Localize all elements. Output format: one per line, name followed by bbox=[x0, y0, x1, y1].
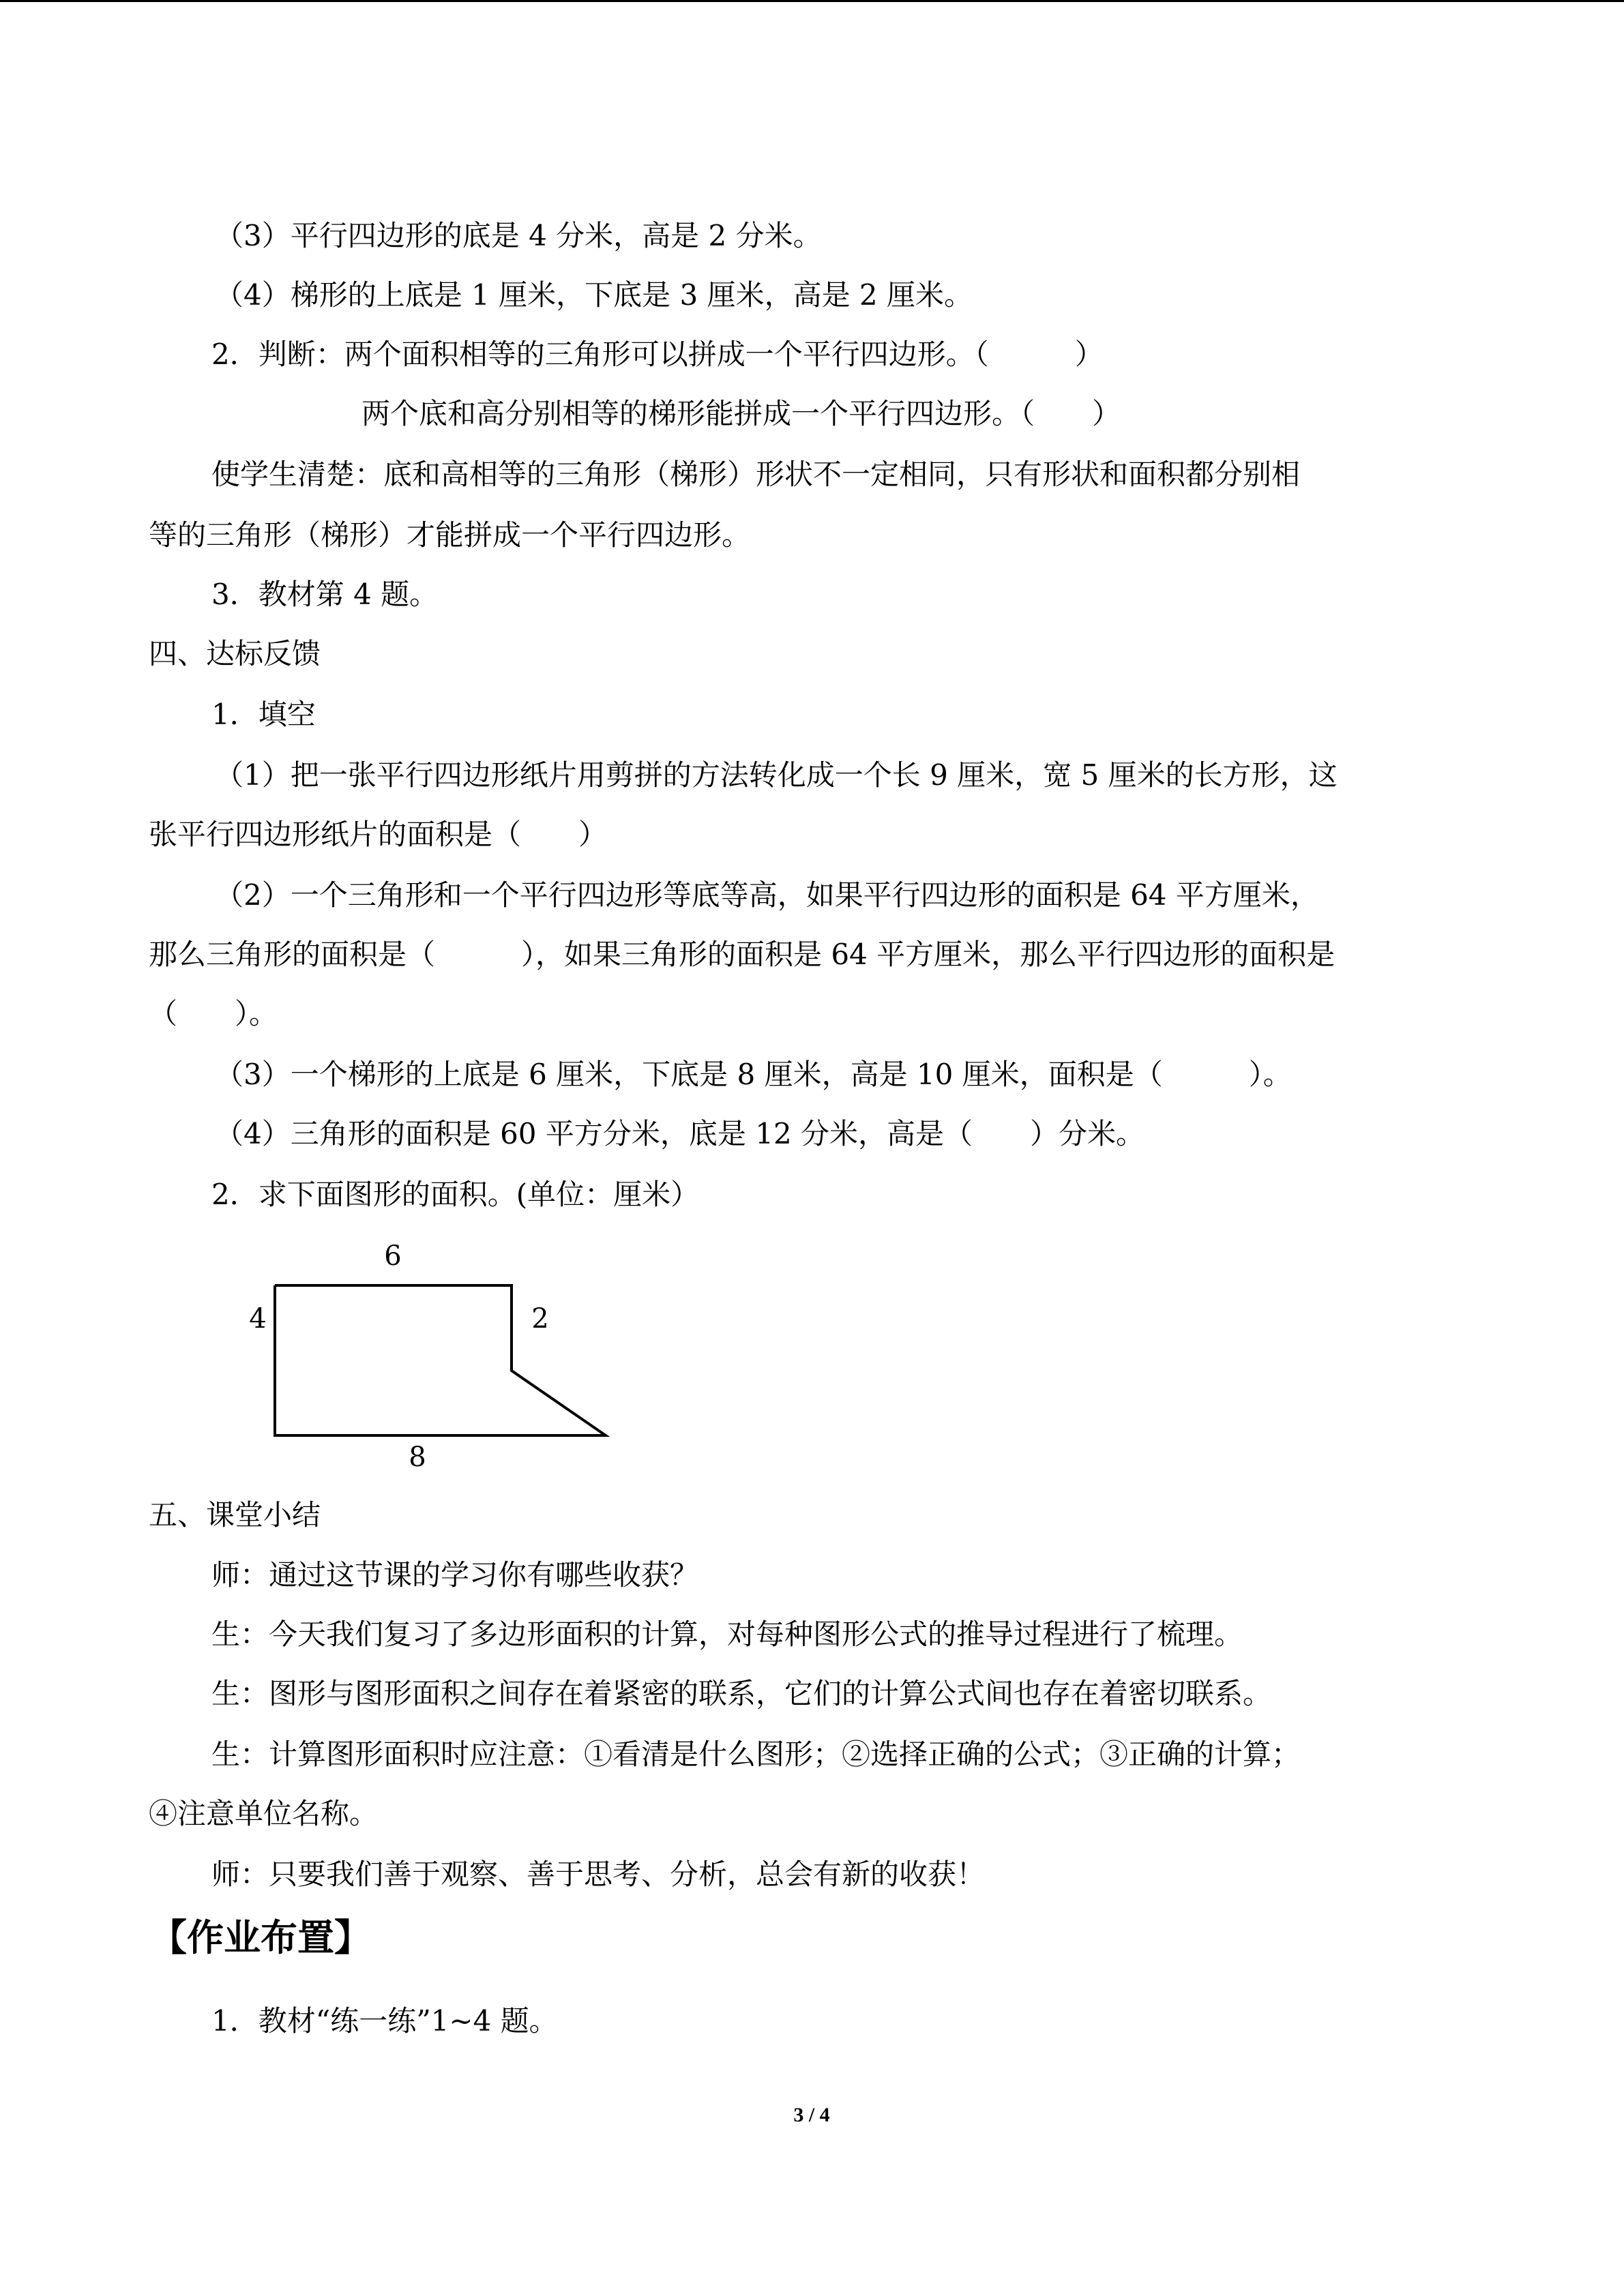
fill-item-2-line-2: 那么三角形的面积是（ ），如果三角形的面积是 64 平方厘米，那么平行四边形的面积是 bbox=[149, 938, 1335, 971]
fill-item-2-line-1: （2）一个三角形和一个平行四边形等底等高，如果平行四边形的面积是 64 平方厘米， bbox=[215, 878, 1319, 912]
fill-item-2-line-3: （ ）。 bbox=[149, 997, 278, 1030]
section-5-title: 五、课堂小结 bbox=[149, 1498, 321, 1532]
section-4-title: 四、达标反馈 bbox=[149, 637, 321, 670]
label-bottom-side: 8 bbox=[409, 1442, 426, 1473]
homework-item-1: 1．教材“练一练”1~4 题。 bbox=[211, 2004, 558, 2038]
explanation-line-1: 使学生清楚：底和高相等的三角形（梯形）形状不一定相同，只有形状和面积都分别相 bbox=[211, 458, 1301, 491]
top-border-rule bbox=[0, 0, 1624, 2]
judgement-question-1: 2．判断：两个面积相等的三角形可以拼成一个平行四边形。（ ） bbox=[211, 338, 1104, 371]
teacher-question: 师：通过这节课的学习你有哪些收获？ bbox=[211, 1558, 699, 1592]
fill-item-4: （4）三角形的面积是 60 平方分米，底是 12 分米，高是（ ）分米。 bbox=[215, 1117, 1145, 1150]
page-number: 3 / 4 bbox=[793, 2104, 830, 2126]
student-answer-1: 生：今天我们复习了多边形面积的计算，对每种图形公式的推导过程进行了梳理。 bbox=[211, 1617, 1243, 1651]
student-answer-2: 生：图形与图形面积之间存在着紧密的联系，它们的计算公式间也存在着密切联系。 bbox=[211, 1677, 1272, 1710]
item-4-trapezoid: （4）梯形的上底是 1 厘米，下底是 3 厘米，高是 2 厘米。 bbox=[215, 278, 973, 312]
explanation-line-2: 等的三角形（梯形）才能拼成一个平行四边形。 bbox=[149, 518, 751, 552]
trapezoid-figure bbox=[239, 1227, 621, 1473]
fill-item-1-line-1: （1）把一张平行四边形纸片用剪拼的方法转化成一个长 9 厘米，宽 5 厘米的长方形，这 bbox=[215, 758, 1338, 792]
homework-heading: 【作业布置】 bbox=[150, 1916, 371, 1959]
item-3-parallelogram: （3）平行四边形的底是 4 分米，高是 2 分米。 bbox=[215, 219, 822, 252]
textbook-question-4: 3．教材第 4 题。 bbox=[211, 578, 439, 611]
student-answer-3-line-1: 生：计算图形面积时应注意：①看清是什么图形；②选择正确的公式；③正确的计算； bbox=[211, 1738, 1301, 1771]
fill-item-3: （3）一个梯形的上底是 6 厘米，下底是 8 厘米，高是 10 厘米，面积是（ ）。 bbox=[215, 1058, 1292, 1091]
area-question-title: 2．求下面图形的面积。(单位：厘米） bbox=[211, 1178, 700, 1211]
label-top-side: 6 bbox=[384, 1240, 402, 1272]
student-answer-3-line-2: ④注意单位名称。 bbox=[149, 1797, 379, 1830]
label-left-side: 4 bbox=[249, 1303, 267, 1335]
fill-in-blank-title: 1．填空 bbox=[211, 698, 316, 731]
label-right-side: 2 bbox=[531, 1303, 549, 1335]
fill-item-1-line-2: 张平行四边形纸片的面积是（ ） bbox=[149, 818, 608, 851]
judgement-question-2: 两个底和高分别相等的梯形能拼成一个平行四边形。（ ） bbox=[361, 397, 1121, 430]
trapezoid-outline bbox=[275, 1285, 606, 1435]
teacher-conclusion: 师：只要我们善于观察、善于思考、分析，总会有新的收获！ bbox=[211, 1858, 986, 1891]
